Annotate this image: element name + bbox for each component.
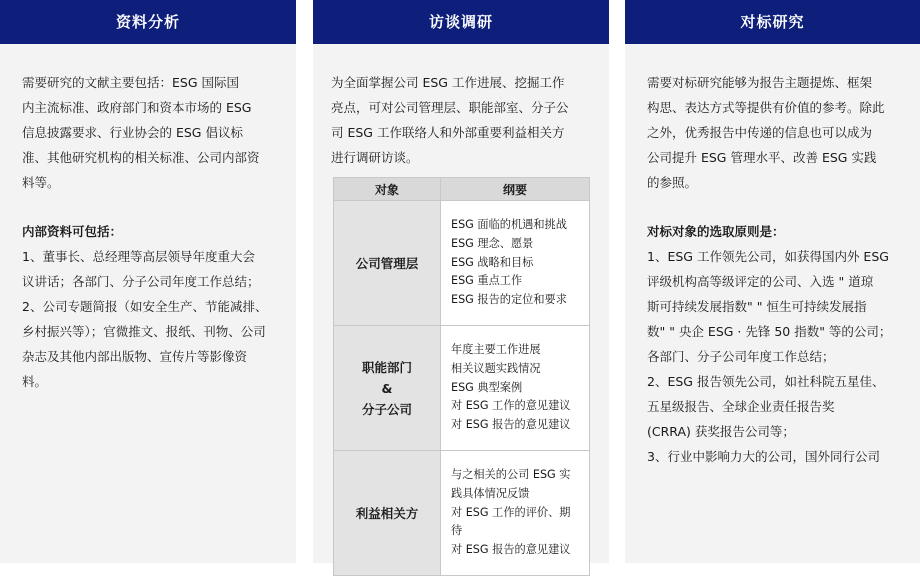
outline-point: 对 ESG 报告的意见建议 (451, 543, 571, 557)
internal-materials-item-1: 1、董事长、总经理等高层领导年度重大会 议讲话；各部门、分子公司年度工作总结； (22, 249, 260, 289)
data-analysis-intro: 需要研究的文献主要包括：ESG 国际国 内主流标准、政府部门和资本市场的 ESG 信息披露要求、行业协会的 ESG 倡议标 准、其他研究机构的相关标准、公司内部资 料等。 (22, 75, 260, 190)
interviews-intro: 为全面掌握公司 ESG 工作进展、挖掘工作 亮点，可对公司管理层、职能部室、分子公 司 ESG 工作联络人和外部重要利益相关方 进行调研访谈。 (331, 75, 569, 165)
table-row (334, 201, 590, 326)
subject-departments: 职能部门 & 分子公司 (334, 326, 441, 451)
outline-point: ESG 典型案例 (451, 380, 523, 394)
subject-stakeholders: 利益相关方 (334, 451, 441, 576)
outline-point: 年度主要工作进展 (451, 343, 541, 357)
benchmark-header: 对标研究 (625, 0, 920, 44)
selection-principle-2: 2、ESG 报告领先公司，如社科院五星佳、 五星级报告、全球企业责任报告奖 (CRRA) 获奖报告公司等； (647, 374, 885, 439)
internal-materials-item-2: 2、公司专题简报（如安全生产、节能减排、 乡村振兴等）；官微推文、报纸、刊物、公司 杂志及其他内部出版物、宣传片等影像资 料。 (22, 299, 268, 389)
benchmark-column (625, 0, 920, 563)
outline-point: ESG 面临的机遇和挑战 (451, 218, 567, 232)
interview-outline-table (333, 177, 590, 576)
table-row (334, 326, 590, 451)
selection-principle-1: 1、ESG 工作领先公司，如获得国内外 ESG 评级机构高等级评定的公司、入选 " 道琼 斯可持续发展指数" " 恒生可持续发展指 数" " 央企 ESG · 先锋 50 指数" 等的公司； 各部门、分子公司年度工作总结； (647, 249, 892, 364)
outline-point: ESG 理念、愿景 (451, 236, 534, 250)
outline-point: ESG 报告的定位和要求 (451, 293, 567, 307)
data-analysis-header: 资料分析 (0, 0, 296, 44)
internal-materials-heading: 内部资料可包括： (22, 224, 123, 239)
outline-point: ESG 战略和目标 (451, 255, 534, 269)
table-row (334, 451, 590, 576)
interviews-column (313, 0, 609, 563)
table-header-subject: 对象 (334, 178, 441, 201)
outline-stakeholders (441, 451, 590, 576)
subject-management: 公司管理层 (334, 201, 441, 326)
outline-point: 对 ESG 报告的意见建议 (451, 418, 571, 432)
outline-point: 相关议题实践情况 (451, 361, 541, 375)
interviews-header: 访谈调研 (313, 0, 609, 44)
outline-departments (441, 326, 590, 451)
selection-principles-heading: 对标对象的选取原则是： (647, 224, 785, 239)
data-analysis-column (0, 0, 296, 563)
outline-point: 对 ESG 工作的评价、期待 (451, 505, 571, 538)
selection-principle-3: 3、行业中影响力大的公司，国外同行公司 (647, 449, 880, 464)
table-header-outline: 纲要 (441, 178, 590, 201)
outline-point: ESG 重点工作 (451, 274, 523, 288)
benchmark-intro: 需要对标研究能够为报告主题提炼、框架 构思、表达方式等提供有价值的参考。除此 之外，优秀报告中传递的信息也可以成为 公司提升 ESG 管理水平、改善 ESG 实践 的参照。 (647, 75, 885, 190)
outline-point: 与之相关的公司 ESG 实践具体情况反馈 (451, 468, 571, 500)
outline-management (441, 201, 590, 326)
outline-point: 对 ESG 工作的意见建议 (451, 399, 571, 413)
